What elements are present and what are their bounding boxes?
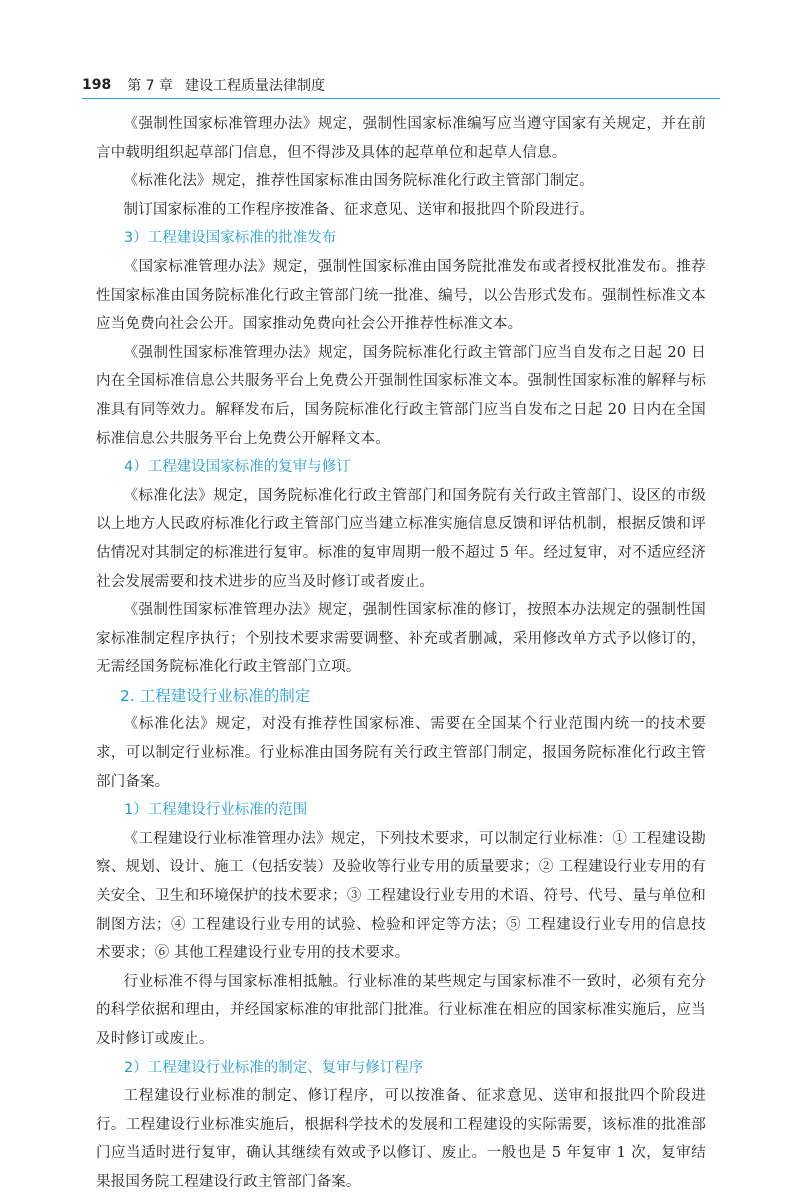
subsection-heading: 4）工程建设国家标准的复审与修订 bbox=[124, 459, 351, 476]
section-heading: 2. 工程建设行业标准的制定 bbox=[120, 686, 311, 705]
paragraph: 《标准化法》规定，对没有推荐性国家标准、需要在全国某个行业范围内统一的技术要求，可以制定行业标准。行业标准由国务院有关行政主管部门制定，报国务院标准化行政主管部门备案。 bbox=[96, 716, 706, 790]
paragraph: 《强制性国家标准管理办法》规定，国务院标准化行政主管部门应当自发布之日起 20 日内在全国标准信息公共服务平台上免费公开强制性国家标准文本。强制性国家标准的解释与标准具有同等效力。解释发布后，国务院标准化行政主管部门应当自发布之日起 20 日内在全国标准信息公共服务平台上免费公开解释文本。 bbox=[96, 344, 706, 447]
paragraph: 《强制性国家标准管理办法》规定，强制性国家标准编写应当遵守国家有关规定，并在前言中载明组织起草部门信息，但不得涉及具体的起草单位和起草人信息。 bbox=[96, 116, 706, 161]
page-body bbox=[96, 110, 706, 1197]
paragraph: 制订国家标准的工作程序按准备、征求意见、送审和报批四个阶段进行。 bbox=[123, 201, 594, 218]
paragraph: 《标准化法》规定，国务院标准化行政主管部门和国务院有关行政主管部门、设区的市级以上地方人民政府标准化行政主管部门应当建立标准实施信息反馈和评估机制，根据反馈和评估情况对其制定的标准进行复审。标准的复审周期一般不超过 5 年。经过复审，对不适应经济社会发展需要和技术进步的应当及时修订或者废止。 bbox=[96, 487, 706, 590]
page-number: 198 bbox=[82, 77, 112, 93]
running-header bbox=[82, 72, 720, 99]
subsection-heading: 1）工程建设行业标准的范围 bbox=[124, 802, 308, 819]
paragraph: 《标准化法》规定，推荐性国家标准由国务院标准化行政主管部门制定。 bbox=[123, 173, 594, 190]
chapter-number: 第 7 章 bbox=[127, 78, 174, 94]
paragraph: 《工程建设行业标准管理办法》规定，下列技术要求，可以制定行业标准：① 工程建设勘察、规划、设计、施工（包括安装）及验收等行业专用的质量要求；② 工程建设行业专用的有关安全、卫生和环境保护的技术要求；③ 工程建设行业专用的术语、符号、代号、量与单位和制图方法；④ 工程建设行业专用的试验、检验和评定等方法；⑤ 工程建设行业专用的信息技术要求；⑥ 其他工程建设行业专用的技术要求。 bbox=[96, 830, 706, 962]
chapter-title: 建设工程质量法律制度 bbox=[185, 78, 326, 94]
paragraph: 《国家标准管理办法》规定，强制性国家标准由国务院批准发布或者授权批准发布。推荐性国家标准由国务院标准化行政主管部门统一批准、编号，以公告形式发布。强制性标准文本应当免费向社会公开。国家推动免费向社会公开推荐性标准文本。 bbox=[96, 258, 706, 333]
paragraph: 工程建设行业标准的制定、修订程序，可以按准备、征求意见、送审和报批四个阶段进行。工程建设行业标准实施后，根据科学技术的发展和工程建设的实际需要，该标准的批准部门应当适时进行复审，确认其继续有效或予以修订、废止。一般也是 5 年复审 1 次，复审结果报国务院工程建设行政主管部门备案。 bbox=[96, 1088, 706, 1190]
paragraph: 行业标准不得与国家标准相抵触。行业标准的某些规定与国家标准不一致时，必须有充分的科学依据和理由，并经国家标准的审批部门批准。行业标准在相应的国家标准实施后，应当及时修订或废止。 bbox=[96, 973, 706, 1047]
subsection-heading: 2）工程建设行业标准的制定、复审与修订程序 bbox=[124, 1059, 424, 1076]
paragraph: 《强制性国家标准管理办法》规定，强制性国家标准的修订，按照本办法规定的强制性国家标准制定程序执行；个别技术要求需要调整、补充或者删减，采用修改单方式予以修订的，无需经国务院标准化行政主管部门立项。 bbox=[96, 602, 706, 676]
subsection-heading: 3）工程建设国家标准的批准发布 bbox=[124, 230, 337, 247]
